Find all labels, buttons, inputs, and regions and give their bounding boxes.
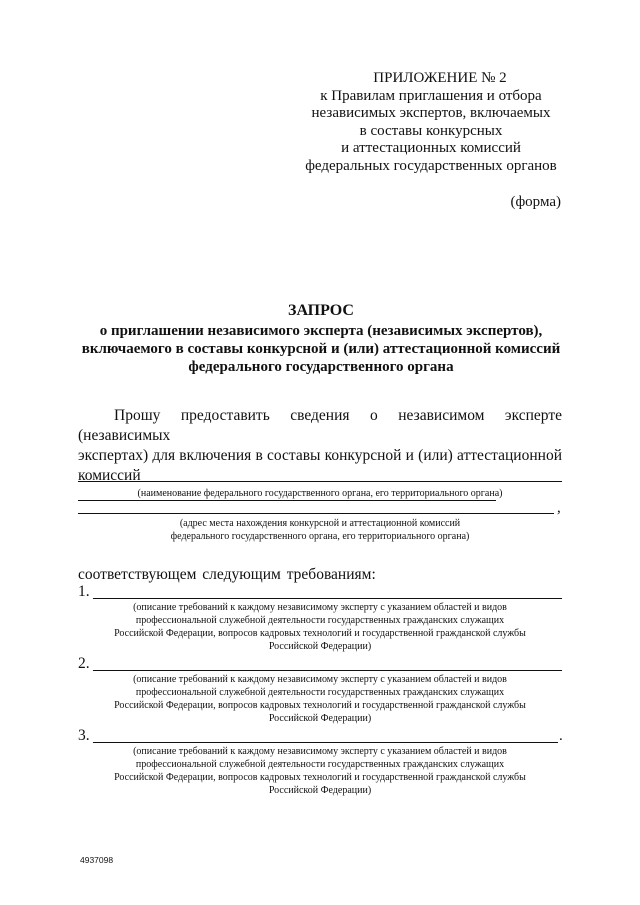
- appendix-line: к Правилам приглашения и отбора: [320, 87, 542, 104]
- address-line: [78, 513, 554, 514]
- org-name-line: [78, 481, 562, 482]
- requirement-line: [93, 670, 562, 671]
- appendix-line: независимых экспертов, включаемых: [311, 105, 551, 121]
- appendix-line: федеральных государственных органов: [305, 157, 557, 174]
- title-sub-line: о приглашении независимого эксперта (независимых экспертов),: [99, 323, 543, 339]
- caption-line: профессиональной служебной деятельности государственных гражданских служащих: [135, 759, 505, 770]
- appendix-title: ПРИЛОЖЕНИЕ № 2: [373, 70, 507, 86]
- caption-line: Российской Федерации, вопросов кадровых технологий и государственной гражданской службы: [114, 772, 526, 783]
- caption-line: (описание требований к каждому независимому эксперту с указанием областей и видов: [133, 602, 507, 613]
- requirement-number: 2.: [78, 655, 90, 672]
- body-line: Прошу предоставить сведения о независимом эксперте (независимых: [78, 407, 562, 444]
- body-line-text: комиссий: [78, 467, 141, 484]
- requirement-line: [93, 742, 558, 743]
- org-name-caption: (наименование федерального государственного органа, его территориального органа): [137, 488, 503, 499]
- body-line: экспертах) для включения в составы конкурсной и (или) аттестационной: [78, 447, 562, 464]
- caption-line: Российской Федерации, вопросов кадровых технологий и государственной гражданской службы: [114, 628, 526, 639]
- appendix-line: в составы конкурсных: [359, 122, 503, 139]
- title-sub-line: федерального государственного органа: [188, 359, 454, 375]
- requirement-number: 3.: [78, 727, 90, 744]
- requirement-end-period: .: [559, 728, 563, 744]
- caption-line: Российской Федерации): [268, 713, 372, 724]
- requirement-line: [93, 598, 562, 599]
- requirement-caption: [78, 745, 562, 797]
- caption-line: профессиональной служебной деятельности государственных гражданских служащих: [135, 615, 505, 626]
- address-comma: ,: [557, 500, 561, 516]
- appendix-line: и аттестационных комиссий: [341, 140, 521, 156]
- requirement-caption: [78, 673, 562, 725]
- caption-line: профессиональной служебной деятельности государственных гражданских служащих: [135, 687, 505, 698]
- address-caption-line: (адрес места нахождения конкурсной и аттестационной комиссий: [179, 518, 461, 529]
- requirement-caption: [78, 601, 562, 653]
- caption-line: Российской Федерации): [268, 785, 372, 796]
- requirements-heading: соответствующем следующим требованиям:: [78, 566, 376, 583]
- caption-line: Российской Федерации): [268, 641, 372, 652]
- caption-line: (описание требований к каждому независимому эксперту с указанием областей и видов: [133, 746, 507, 757]
- appendix-header: [300, 70, 562, 175]
- footer-code: 4937098: [80, 855, 114, 865]
- title-sub-line: включаемого в составы конкурсной и (или) аттестационной комиссий: [81, 341, 561, 357]
- caption-line: (описание требований к каждому независимому эксперту с указанием областей и видов: [133, 674, 507, 685]
- document-title: [60, 302, 582, 376]
- caption-line: Российской Федерации, вопросов кадровых технологий и государственной гражданской службы: [114, 700, 526, 711]
- title-main: ЗАПРОС: [288, 302, 354, 319]
- requirement-number: 1.: [78, 583, 90, 600]
- address-caption: [78, 517, 562, 543]
- form-label: (форма): [510, 194, 561, 210]
- address-caption-line: федерального государственного органа, его территориального органа): [170, 531, 470, 542]
